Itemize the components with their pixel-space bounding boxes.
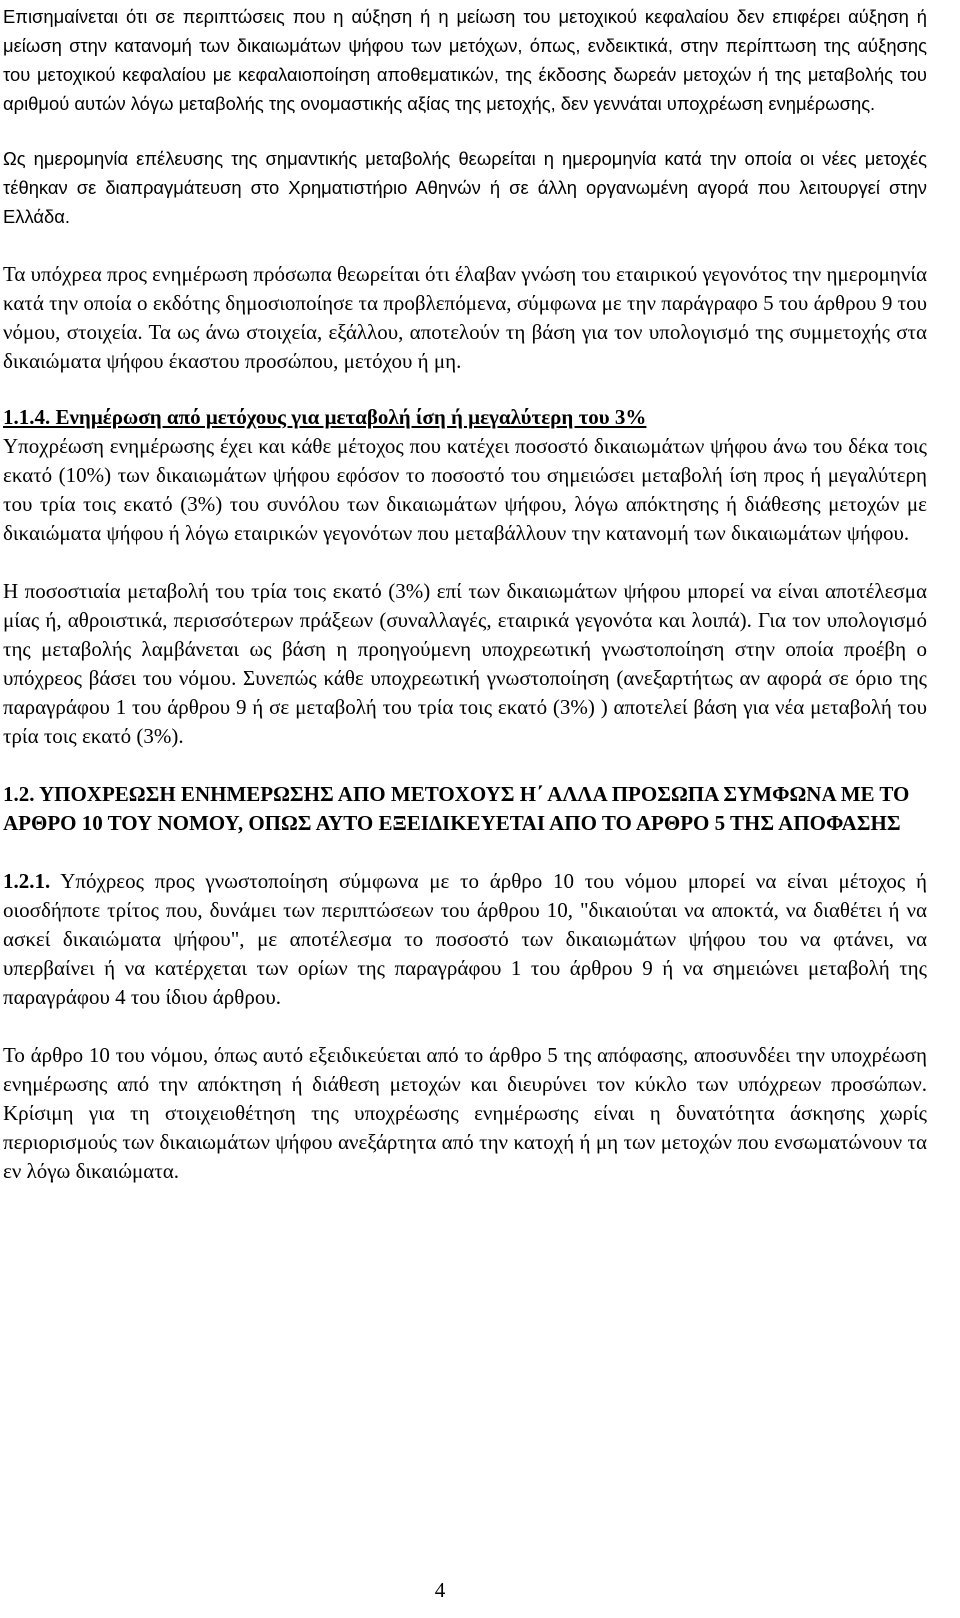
section-1-1-4-heading: 1.1.4. Ενημέρωση από μετόχους για μεταβολή ίση ή μεγαλύτερη του 3% [3,405,647,429]
paragraph-1-2-1 [3,867,927,1012]
page-number: 4 [434,1578,446,1602]
paragraph-article-10: Το άρθρο 10 του νόμου, όπως αυτό εξειδικεύεται από το άρθρο 5 της απόφασης, αποσυνδέει την υποχρέωση ενημέρωσης από την απόκτηση ή διάθεση μετοχών και διευρύνει τον κύκλο των υπόχρεων προσώπων. Κρίσιμη για τη στοιχειοθέτηση της υποχρέωσης ενημέρωσης είναι η δυνατότητα άσκησης χωρίς περιορισμούς των δικαιωμάτων ψήφου ανεξάρτητα από την κατοχή ή μη των μετοχών που ενσωματώνουν τα εν λόγω δικαιώματα. [3,1043,927,1183]
document-body [3,2,927,1186]
section-1-2-heading: 1.2. ΥΠΟΧΡΕΩΣΗ ΕΝΗΜΕΡΩΣΗΣ ΑΠΟ ΜΕΤΟΧΟΥΣ Η΄ ΑΛΛΑ ΠΡΟΣΩΠΑ ΣΥΜΦΩΝΑ ΜΕ ΤΟ ΑΡΘΡΟ 10 ΤΟΥ ΝΟΜΟΥ, ΟΠΩΣ ΑΥΤΟ ΕΞΕΙΔΙΚΕΥΕΤΑΙ ΑΠΟ ΤΟ ΑΡΘΡΟ 5 ΤΗΣ ΑΠΟΦΑΣΗΣ [3,782,910,835]
section-1-2-1-number: 1.2.1. [3,869,51,893]
paragraph-3-percent-calculation: Η ποσοστιαία μεταβολή του τρία τοις εκατό (3%) επί των δικαιωμάτων ψήφου μπορεί να είναι αποτέλεσμα μίας ή, αθροιστικά, περισσότερων πράξεων (συναλλαγές, εταιρικά γεγονότα και λοιπά). Για τον υπολογισμό της μεταβολής λαμβάνεται ως βάση η προηγούμενη υποχρεωτική γνωστοποίηση στην οποία προέβη ο υπόχρεος βάσει του νόμου. Συνεπώς κάθε υποχρεωτική γνωστοποίηση (ανεξαρτήτως αν αφορά σε όριο της παραγράφου 1 του άρθρου 9 ή σε μεταβολή του τρία τοις εκατό (3%) ) αποτελεί βάση για νέα μεταβολή του τρία τοις εκατό (3%). [3,579,927,748]
paragraph-capital-change-note: Επισημαίνεται ότι σε περιπτώσεις που η αύξηση ή η μείωση του μετοχικού κεφαλαίου δεν επιφέρει αύξηση ή μείωση στην κατανομή των δικαιωμάτων ψήφου των μετόχων, όπως, ενδεικτικά, στην περίπτωση της αύξησης του μετοχικού κεφαλαίου με κεφαλαιοποίηση αποθεματικών, της έκδοσης δωρεάν μετοχών ή της μεταβολής του αριθμού αυτών λόγω μεταβολής της ονομαστικής αξίας της μετοχής, δεν γεννάται υποχρέωση ενημέρωσης. [3,6,927,114]
paragraph-effective-date: Ως ημερομηνία επέλευσης της σημαντικής μεταβολής θεωρείται η ημερομηνία κατά την οποία οι νέες μετοχές τέθηκαν σε διαπραγμάτευση στο Χρηματιστήριο Αθηνών ή σε άλλη οργανωμένη αγορά που λειτουργεί στην Ελλάδα. [3,148,927,227]
section-1-1-4 [3,403,927,432]
section-1-2-1-text: Υπόχρεος προς γνωστοποίηση σύμφωνα με το άρθρο 10 του νόμου μπορεί να είναι μέτοχος ή οιοσδήποτε τρίτος που, δυνάμει των περιπτώσεων του άρθρου 10, "δικαιούται να αποκτά, να διαθέτει ή να ασκεί δικαιώματα ψήφου", με αποτέλεσμα το ποσοστό των δικαιωμάτων ψήφου του να φτάνει, να υπερβαίνει ή να κατέρχεται των ορίων της παραγράφου 1 του άρθρου 9 ή να σημειώνει μεταβολή της παραγράφου 4 του ίδιου άρθρου. [3,869,927,1009]
paragraph-3-percent-obligation: Υποχρέωση ενημέρωσης έχει και κάθε μέτοχος που κατέχει ποσοστό δικαιωμάτων ψήφου άνω του δέκα τοις εκατό (10%) των δικαιωμάτων ψήφου εφόσον το ποσοστό του σημειώσει μεταβολή ίση προς ή μεγαλύτερη του τρία τοις εκατό (3%) του συνόλου των δικαιωμάτων ψήφου, λόγω απόκτησης ή διάθεσης μετοχών με δικαιώματα ψήφου ή λόγω εταιρικών γεγονότων που μεταβάλλουν την κατανομή των δικαιωμάτων ψήφου. [3,434,927,545]
paragraph-obliged-persons: Τα υπόχρεα προς ενημέρωση πρόσωπα θεωρείται ότι έλαβαν γνώση του εταιρικού γεγονότος την ημερομηνία κατά την οποία ο εκδότης δημοσιοποίησε τα προβλεπόμενα, σύμφωνα με την παράγραφο 5 του άρθρου 9 του νόμου, στοιχεία. Τα ως άνω στοιχεία, εξάλλου, αποτελούν τη βάση για τον υπολογισμό της συμμετοχής στα δικαιώματα ψήφου έκαστου προσώπου, μετόχου ή μη. [3,262,927,373]
